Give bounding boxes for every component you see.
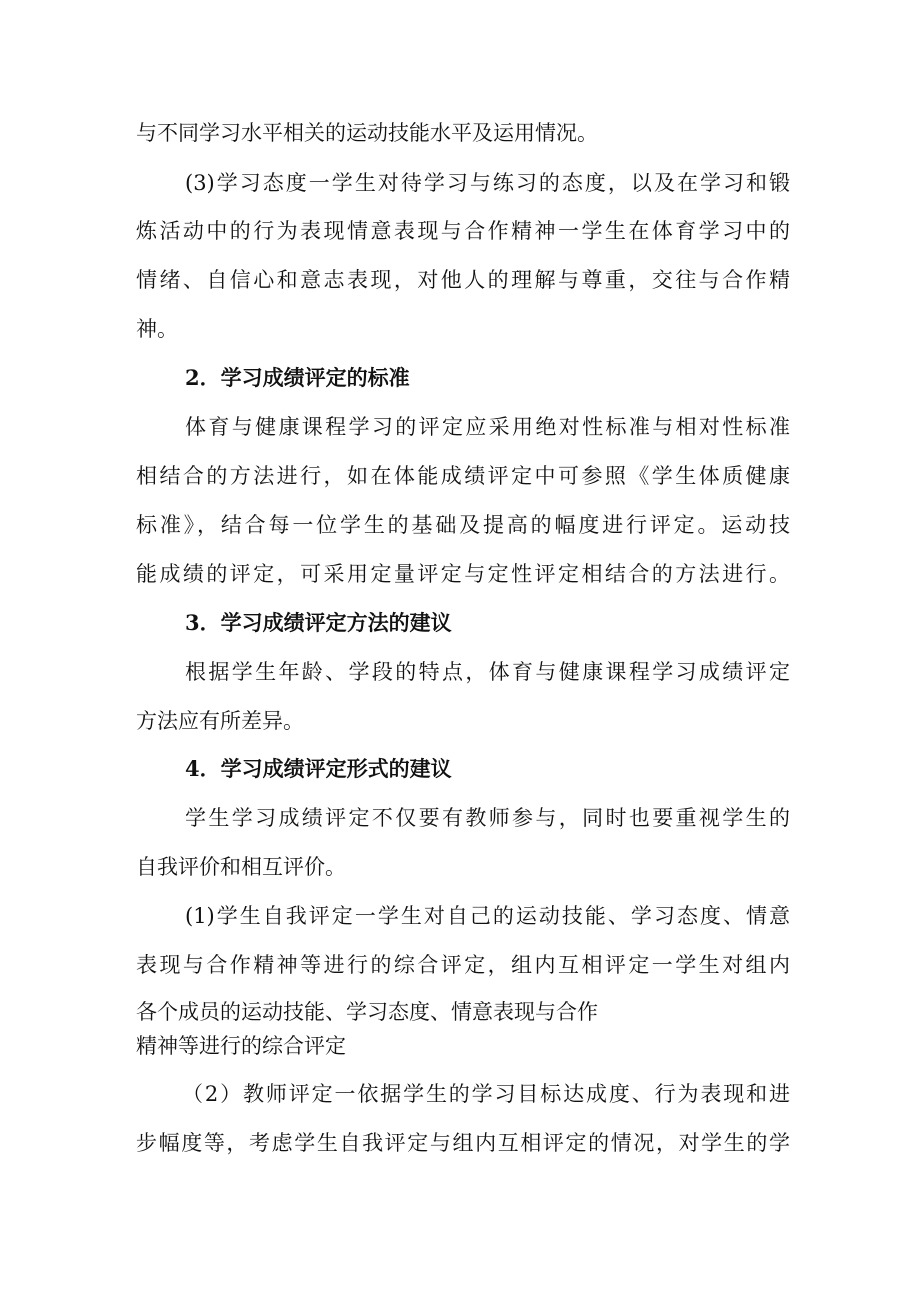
paragraph-line: 学生学习成绩评定不仅要有教师参与，同时也要重视学生的 <box>185 806 790 830</box>
paragraph-line: (1)学生自我评定一学生对自己的运动技能、学习态度、情意 <box>185 904 790 928</box>
section-heading: 2．学习成绩评定的标准 <box>185 365 410 390</box>
paragraph-line: 根据学生年龄、学段的特点，体育与健康课程学习成绩评定 <box>185 660 790 684</box>
paragraph-line: 自我评价和相互评价。 <box>136 855 346 879</box>
paragraph-line: 方法应有所差异。 <box>136 709 304 733</box>
paragraph-line: 各个成员的运动技能、学习态度、情意表现与合作 <box>136 1000 598 1024</box>
paragraph-line: 炼活动中的行为表现情意表现与合作精神一学生在体育学习中的 <box>136 219 790 243</box>
paragraph-line: 能成绩的评定，可采用定量评定与定性评定相结合的方法进行。 <box>136 562 790 586</box>
section-heading: 4．学习成绩评定形式的建议 <box>185 756 452 781</box>
section-heading: 3．学习成绩评定方法的建议 <box>185 610 452 635</box>
paragraph-line: 情绪、自信心和意志表现，对他人的理解与尊重，交往与合作精 <box>136 268 790 292</box>
paragraph-line: 步幅度等，考虑学生自我评定与组内互相评定的情况，对学生的学 <box>136 1131 790 1155</box>
paragraph-line: 与不同学习水平相关的运动技能水平及运用情况。 <box>136 121 598 145</box>
paragraph-line: 表现与合作精神等进行的综合评定，组内互相评定一学生对组内 <box>136 953 790 977</box>
paragraph-line: （2）教师评定一依据学生的学习目标达成度、行为表现和进 <box>182 1082 790 1106</box>
paragraph-line: 标准》，结合每一位学生的基础及提高的幅度进行评定。运动技 <box>136 513 790 537</box>
paragraph-line: 体育与健康课程学习的评定应采用绝对性标准与相对性标准 <box>185 415 790 439</box>
paragraph-line: 神。 <box>136 317 178 341</box>
paragraph-line: (3)学习态度一学生对待学习与练习的态度，以及在学习和锻 <box>185 171 790 195</box>
paragraph-line: 相结合的方法进行，如在体能成绩评定中可参照《学生体质健康 <box>136 464 790 488</box>
paragraph-line: 精神等进行的综合评定 <box>136 1034 346 1058</box>
